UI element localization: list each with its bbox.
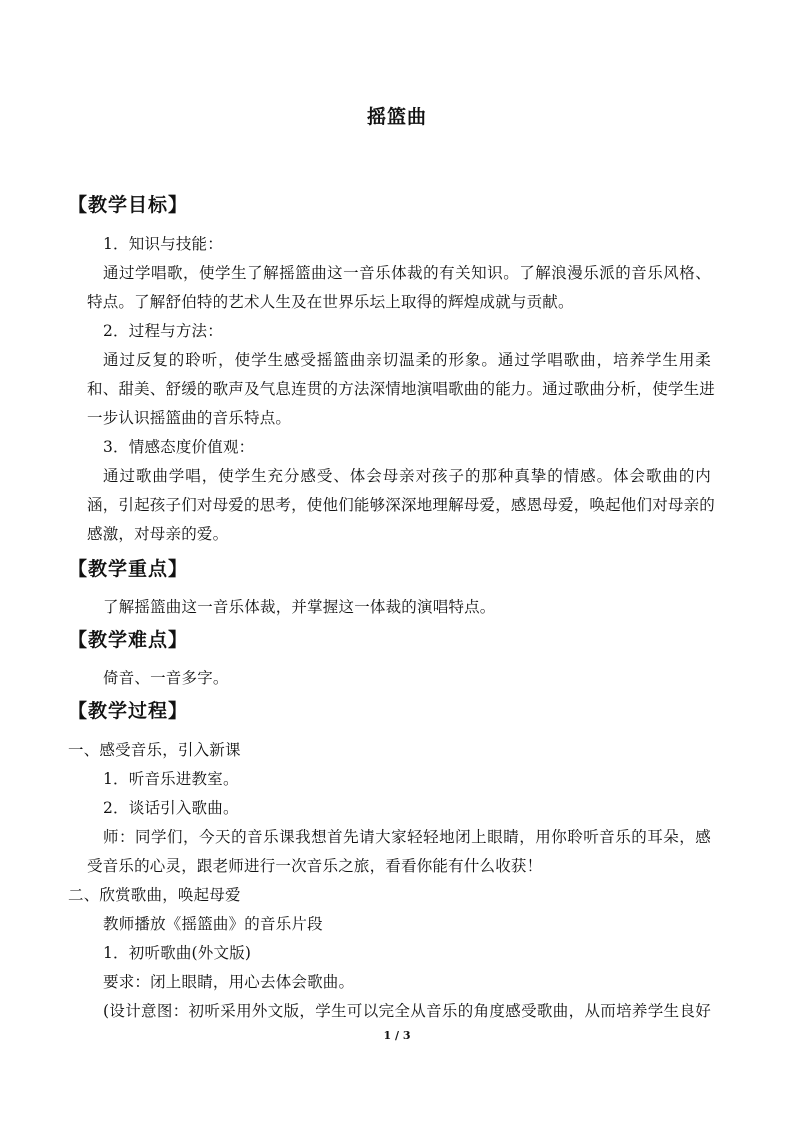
- goals-item1-line-1: 通过学唱歌，使学生了解摇篮曲这一音乐体裁的有关知识。了解浪漫乐派的音乐风格、: [103, 264, 711, 282]
- goals-item3-line-2: 涵，引起孩子们对母爱的思考，使他们能够深深地理解母爱，感恩母爱，唤起他们对母亲的: [87, 496, 716, 514]
- process-part2-title: 二、欣赏歌曲，唤起母爱: [68, 886, 241, 904]
- goals-item2-label: 2．过程与方法：: [103, 322, 223, 340]
- goals-item3-label: 3．情感态度价值观：: [103, 438, 255, 456]
- difficulties-text: 倚音、一音多字。: [103, 669, 229, 687]
- section-heading-process: 【教学过程】: [68, 700, 189, 722]
- section-heading-goals: 【教学目标】: [68, 194, 189, 216]
- goals-item3-line-1: 通过歌曲学唱，使学生充分感受、体会母亲对孩子的那种真挚的情感。体会歌曲的内: [103, 467, 711, 485]
- process-part2-item1: 1．初听歌曲(外文版): [103, 944, 252, 962]
- process-part1-line-1: 师：同学们，今天的音乐课我想首先请大家轻轻地闭上眼睛，用你聆听音乐的耳朵，感: [103, 828, 711, 846]
- section-heading-key-points: 【教学重点】: [68, 558, 189, 580]
- goals-item2-line-2: 和、甜美、舒缓的歌声及气息连贯的方法深情地演唱歌曲的能力。通过歌曲分析，使学生进: [87, 380, 716, 398]
- process-part1-title: 一、感受音乐，引入新课: [68, 741, 241, 759]
- goals-item1-label: 1．知识与技能：: [103, 235, 223, 253]
- process-part2-intro: 教师播放《摇篮曲》的音乐片段: [103, 915, 323, 933]
- page-title: 摇篮曲: [366, 106, 427, 128]
- process-part1-item2: 2．谈话引入歌曲。: [103, 799, 239, 817]
- section-heading-difficulties: 【教学难点】: [68, 629, 189, 651]
- goals-item2-line-1: 通过反复的聆听，使学生感受摇篮曲亲切温柔的形象。通过学唱歌曲，培养学生用柔: [103, 351, 711, 369]
- goals-item2-line-3: 一步认识摇篮曲的音乐特点。: [87, 409, 292, 427]
- process-part2-requirement: 要求：闭上眼睛，用心去体会歌曲。: [103, 973, 355, 991]
- key-points-text: 了解摇篮曲这一音乐体裁，并掌握这一体裁的演唱特点。: [103, 598, 496, 616]
- process-part2-design-intent: (设计意图：初听采用外文版，学生可以完全从音乐的角度感受歌曲，从而培养学生良好: [103, 1002, 711, 1020]
- process-part1-line-2: 受音乐的心灵，跟老师进行一次音乐之旅，看看你能有什么收获！: [87, 857, 543, 875]
- goals-item3-line-3: 感激，对母亲的爱。: [87, 525, 229, 543]
- page-number: 1 / 3: [383, 1029, 411, 1042]
- process-part1-item1: 1．听音乐进教室。: [103, 770, 239, 788]
- goals-item1-line-2: 特点。了解舒伯特的艺术人生及在世界乐坛上取得的辉煌成就与贡献。: [87, 293, 574, 311]
